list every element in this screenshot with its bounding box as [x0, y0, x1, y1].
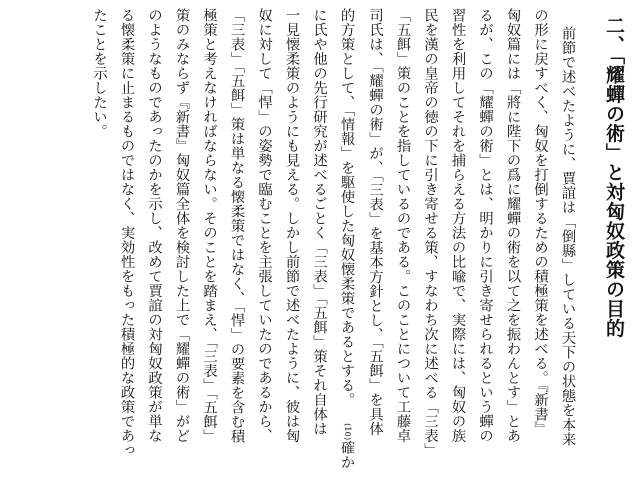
vertical-text-body: [85, 8, 628, 483]
body-line: 民を漢の皇帝の徳の下に引き寄せる策、すなわち次に述べる「三表」: [422, 8, 439, 458]
body-line: るが、この「耀蟬の術」とは、明かりに引き寄せられるという蟬の: [477, 8, 494, 443]
body-line: 匈奴篇には「將に陛下の爲に耀蟬の術を以て之を振わんとす」とあ: [505, 8, 521, 443]
body-line: 奴に対して「悍」の姿勢で臨むことを主張していたのであるから、: [256, 8, 273, 443]
body-line: 一見懐柔策のようにも見える。しかし前節で述べたように、彼は匈: [284, 8, 300, 443]
body-line: 「三表」「五餌」策は単なる懐柔策ではなく、「悍」の要素を含む積: [229, 8, 245, 444]
body-line: 極策と考えなければならない。そのことを踏まえ、「三表」「五餌」: [201, 8, 218, 444]
body-line: 前節で述べたように、賈誼は「倒縣」している天下の状態を本来: [560, 26, 576, 447]
body-line: に氏や他の先行研究が述べるごとく「三表」「五餌」策それ自体は: [311, 8, 328, 436]
body-line-text-rest: 確か: [339, 440, 355, 470]
body-line-with-footnote: [333, 8, 362, 483]
body-line-text: 的方策として、「情報」を駆使した匈奴懐柔策であるとする。: [339, 8, 355, 407]
footnote-marker: (10): [343, 423, 352, 441]
body-line: 司氏は、「耀蟬の術」が、「三表」を基本方針とし、「五餌」を具体: [367, 8, 384, 437]
body-line: 習性を利用してそれを捕らえる方法の比喩で、実際には、匈奴の族: [450, 8, 466, 443]
body-line: の形に戻すべく、匈奴を打倒するための積極策を述べる。『新書』: [532, 8, 549, 436]
body-line: のようなものであったのかを示し、改めて賈誼の対匈奴政策が単な: [146, 8, 163, 443]
body-line: る懐柔策に止まるものではなく、実効性をもった積極的な政策であっ: [119, 8, 135, 458]
body-line: 「五餌」策のことを指しているのである。このことについて工藤卓: [395, 8, 411, 443]
section-title: 二、「耀蟬の術」と対匈奴政策の目的: [603, 16, 625, 338]
body-line: 策のみならず『新書』匈奴篇全体を検討した上で「耀蟬の術」がど: [174, 8, 190, 443]
body-line: たことを示したい。: [91, 8, 108, 139]
